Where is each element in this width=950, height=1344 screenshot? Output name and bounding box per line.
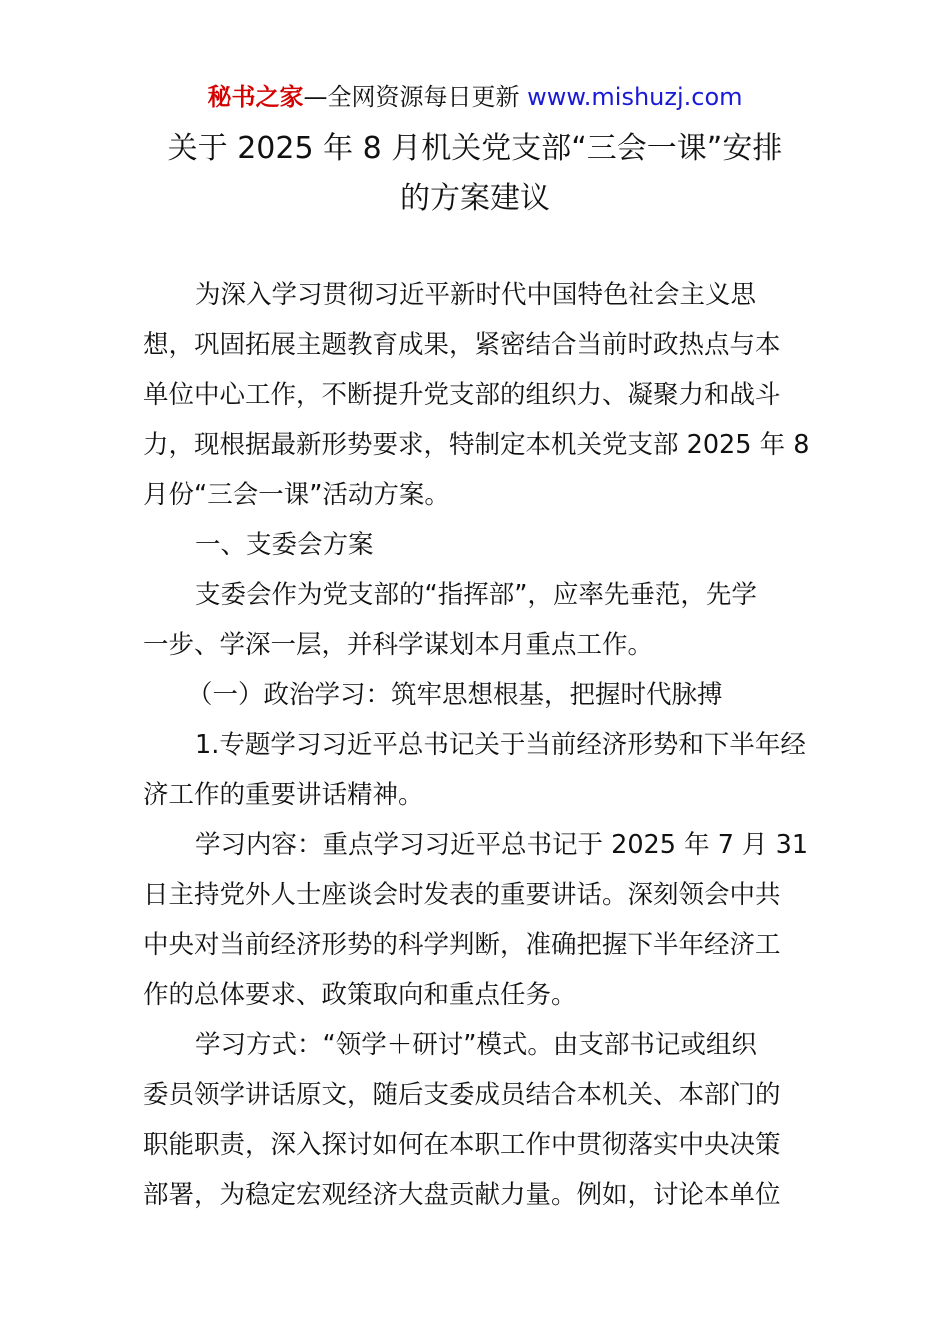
paragraph-line: 委员领学讲话原文，随后支委成员结合本机关、本部门的 [143,1080,781,1110]
paragraph-line: 1.专题学习习近平总书记关于当前经济形势和下半年经 [195,730,806,760]
paragraph-line: 日主持党外人士座谈会时发表的重要讲话。深刻领会中共 [143,880,781,910]
paragraph-line: 学习方式：“领学＋研讨”模式。由支部书记或组织 [195,1030,757,1060]
paragraph-line: 力，现根据最新形势要求，特制定本机关党支部 2025 年 8 [143,430,810,460]
section-heading: 一、支委会方案 [195,530,374,560]
site-brand: 秘书之家 [207,83,304,111]
paragraph-line: 部署，为稳定宏观经济大盘贡献力量。例如，讨论本单位 [143,1180,781,1210]
paragraph-line: 月份“三会一课”活动方案。 [143,480,450,510]
subsection-heading: （一）政治学习：筑牢思想根基，把握时代脉搏 [187,680,723,710]
document-body [143,270,808,1220]
paragraph-line: 为深入学习贯彻习近平新时代中国特色社会主义思 [195,280,757,310]
title-line: 的方案建议 [400,181,550,216]
paragraph-line: 一步、学深一层，并科学谋划本月重点工作。 [143,630,654,660]
paragraph-line: 想，巩固拓展主题教育成果，紧密结合当前时政热点与本 [143,330,781,360]
document-title [100,124,850,224]
site-header [0,80,950,114]
paragraph-line: 学习内容：重点学习习近平总书记于 2025 年 7 月 31 [195,830,809,860]
site-url-link[interactable]: www.mishuzj.com [527,83,743,111]
title-line: 关于 2025 年 8 月机关党支部“三会一课”安排 [167,131,783,166]
paragraph-line: 支委会作为党支部的“指挥部”，应率先垂范，先学 [195,580,757,610]
site-tagline: —全网资源每日更新 [303,83,520,111]
paragraph-line: 中央对当前经济形势的科学判断，准确把握下半年经济工 [143,930,781,960]
paragraph-line: 职能职责，深入探讨如何在本职工作中贯彻落实中央决策 [143,1130,781,1160]
paragraph-line: 单位中心工作，不断提升党支部的组织力、凝聚力和战斗 [143,380,781,410]
paragraph-line: 作的总体要求、政策取向和重点任务。 [143,980,577,1010]
paragraph-line: 济工作的重要讲话精神。 [143,780,424,810]
